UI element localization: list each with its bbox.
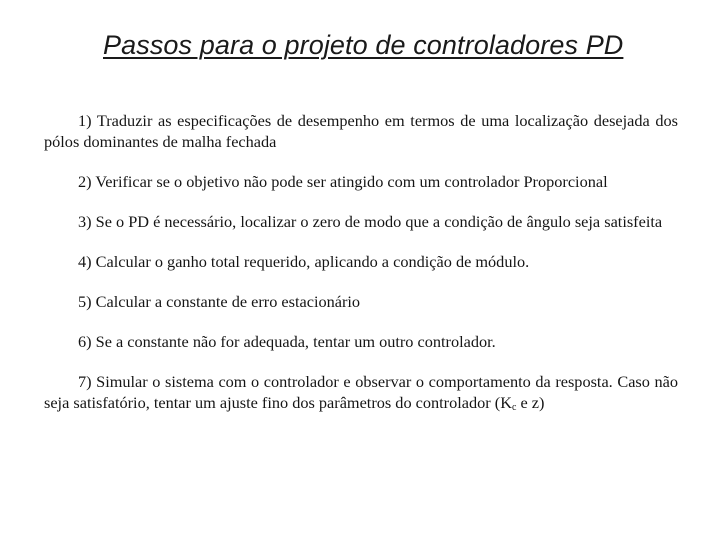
step-item-1: 1) Traduzir as especificações de desempenho em termos de uma localização desejada dos pólos dominantes de malha fechada: [44, 111, 678, 151]
step-item-3: 3) Se o PD é necessário, localizar o zero de modo que a condição de ângulo seja satisfeita: [78, 212, 663, 231]
step-item-4: 4) Calcular o ganho total requerido, aplicando a condição de módulo.: [78, 252, 530, 271]
step-item-2: 2) Verificar se o objetivo não pode ser atingido com um controlador Proporcional: [78, 172, 608, 191]
step-7-subscript: c: [511, 402, 517, 413]
step-7-text: 7) Simular o sistema com o controlador e observar o comportamento da resposta. Caso não seja satisfatório, tentar um ajuste fino dos parâmetros do controlador (K: [44, 372, 678, 412]
slide-title: Passos para o projeto de controladores PD: [103, 30, 624, 60]
steps-list: [44, 110, 678, 418]
step-item-6: 6) Se a constante não for adequada, tentar um outro controlador.: [78, 332, 496, 351]
step-item-7: [44, 371, 678, 418]
step-7-tail: e z): [516, 393, 545, 412]
step-item-5: 5) Calcular a constante de erro estacionário: [78, 292, 361, 311]
